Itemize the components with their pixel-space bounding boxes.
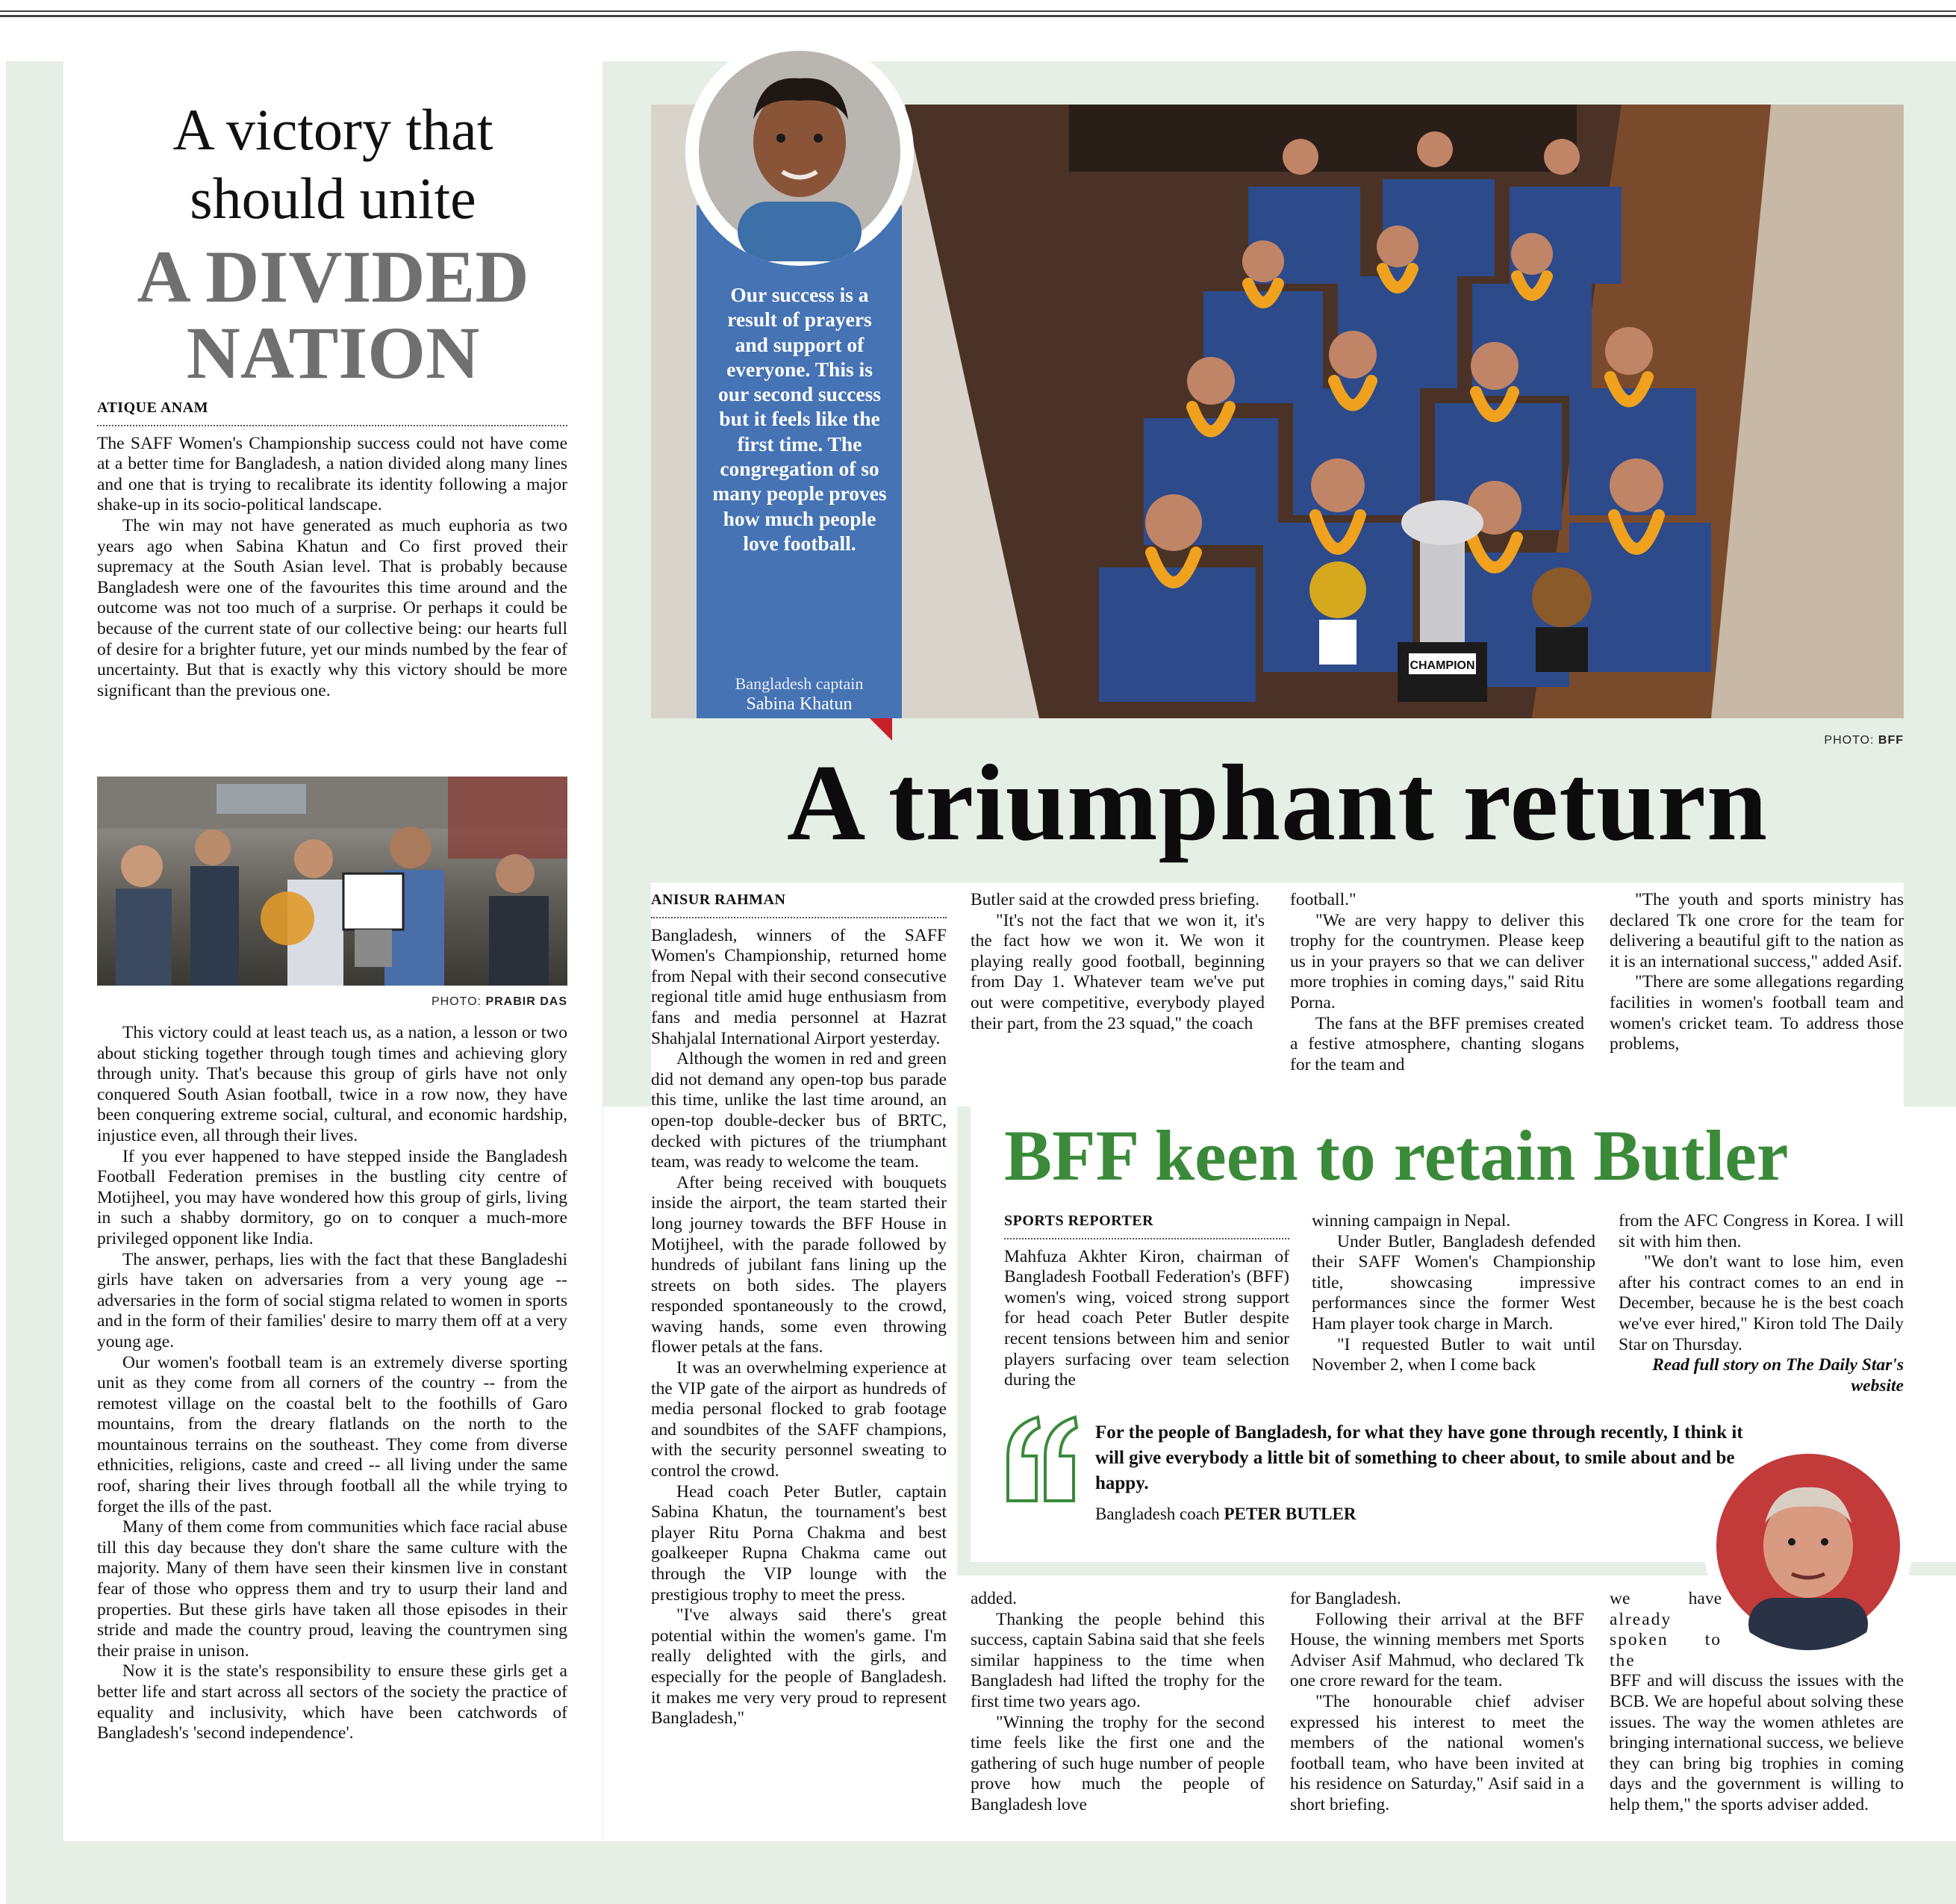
left-paragraph: Many of them come from communities which face racial abuse till this day because they don't share the same culture with the majority. Many of them have seen their kinsmen live in constant fear of those who oppress them and try to usurp their land and properties. But these girls have taken all those episodes in their stride and made the country proud, leaving the countrymen sing their praise in unison. bbox=[97, 1517, 567, 1661]
main-paragraph: Following their arrival at the BFF House, the winning members met Sports Adviser Asif Mahmud, who declared Tk one crore reward for the team. bbox=[1290, 1609, 1584, 1691]
pull-quote-attribution: Bangladesh coach PETER BUTLER bbox=[1095, 1505, 1357, 1523]
left-paragraph: The answer, perhaps, lies with the fact that these Bangladeshi girls have taken on adversaries from a very young age -- adversaries in the form of social stigma related to women in sports and in the form of their families' desire to marry them off at a very young age. bbox=[97, 1249, 567, 1351]
main-byline: ANISUR RAHMAN bbox=[651, 890, 947, 918]
left-byline: ATIQUE ANAM bbox=[97, 398, 567, 426]
main-article-col1 bbox=[651, 890, 947, 1729]
trophy-plate-text: CHAMPION bbox=[1410, 659, 1475, 672]
sub-paragraph: winning campaign in Nepal. bbox=[1312, 1211, 1511, 1231]
sub-byline: SPORTS REPORTER bbox=[1004, 1211, 1289, 1239]
main-paragraph: It was an overwhelming experience at the VIP gate of the airport as hundreds of media personal flocked to grab footage and soundbites of the SAFF champions, with the security personnel sweating to control the crowd. bbox=[651, 1358, 947, 1481]
main-paragraph: Thanking the people behind this success, captain Sabina said that she feels similar happiness to the time when Bangladesh had lifted the trophy for the first time two years ago. bbox=[971, 1609, 1265, 1711]
main-paragraph: "Winning the trophy for the second time feels like the first one and the gathering of such huge number of people prove how much the people of Bangladesh love bbox=[971, 1712, 1265, 1814]
main-article-col4-bottom bbox=[1610, 1589, 1904, 1816]
main-paragraph: football." bbox=[1290, 890, 1357, 909]
main-paragraph: Head coach Peter Butler, captain Sabina Khatun, the tournament's best player Ritu Porna Chakma and best goalkeeper Rupna Chakma came out through the VIP lounge with the prestigious trophy to meet the press. bbox=[651, 1481, 947, 1605]
sub-article-col3 bbox=[1619, 1211, 1904, 1396]
main-paragraph: BFF and will discuss the issues with the BCB. We are hopeful about solving these issues. The way the women athletes are bringing international success, we believe they can bring big trophies in coming days and the government is willing to help them," the sports adviser added. bbox=[1610, 1671, 1904, 1814]
left-headline-line1: A victory that bbox=[172, 97, 493, 162]
captain-portrait bbox=[685, 37, 914, 266]
main-paragraph: Although the women in red and green did not demand any open-top bus parade this time, unlike the last time around, an open-top double-decker bus of BRTC, decked with pictures of the triumphant team, was ready to welcome the team. bbox=[651, 1049, 947, 1172]
sub-paragraph: Mahfuza Akhter Kiron, chairman of Bangladesh Football Federation's (BFF) women's wing, voiced strong support for head coach Peter Butler despite recent tensions between him and senior players surfacing over team selection during the bbox=[1004, 1246, 1289, 1390]
pull-quote-text: For the people of Bangladesh, for what they have gone through recently, I think it will give everybody a little bit of something to cheer about, to smile about and be happy. bbox=[1095, 1422, 1743, 1493]
top-rule-thin bbox=[0, 10, 1956, 12]
left-photo-scene bbox=[97, 777, 567, 986]
left-article-bottom bbox=[97, 1023, 567, 1744]
captain-portrait-art bbox=[685, 37, 914, 266]
main-paragraph: "The youth and sports ministry has declared Tk one crore for the team for delivering a beautiful gift to the nation as it is an international success," added Asif. bbox=[1610, 890, 1904, 971]
main-article-col3-top bbox=[1290, 890, 1584, 1107]
sub-article-col2 bbox=[1312, 1211, 1595, 1376]
main-paragraph: "It's not the fact that we won it, it's the fact how we won it. We won it playing really good football, beginning from Day 1. Whatever team we've put out were competitive, everybody played their part, from the 23 squad," the coach bbox=[971, 910, 1265, 1033]
captain-quote-role: Bangladesh captain bbox=[735, 674, 864, 693]
main-photo-credit: PHOTO: BFF bbox=[1824, 734, 1904, 747]
main-paragraph: "The honourable chief adviser expressed his interest to meet the members of the national women's football team, who have been invited at his residence on Saturday," Asif said in a short briefing. bbox=[1290, 1691, 1584, 1814]
left-paragraph: Our women's football team is an extremely diverse sporting unit as they come from all corners of the country -- from the remotest village on the coastal belt to the foothills of Garo mountains, from the dreary flatlands on the north to the mountainous terrains on the southeast. They come from diverse ethnicities, religions, caste and creed -- all living under the same roof, sharing their lives through football all the while trying to forget the ills of the past. bbox=[97, 1352, 567, 1516]
left-photo-credit: PHOTO: PRABIR DAS bbox=[431, 995, 567, 1008]
left-headline-line2: should unite bbox=[190, 166, 476, 231]
sub-paragraph: from the AFC Congress in Korea. I will sit with him then. bbox=[1619, 1211, 1904, 1251]
left-headline-line4: NATION bbox=[186, 311, 480, 394]
red-accent-triangle bbox=[870, 718, 892, 741]
main-paragraph: we have bbox=[1610, 1589, 1722, 1608]
quote-mark-svg bbox=[1000, 1411, 1083, 1508]
captain-quote-text: Our success is a result of prayers and support of everyone. This is our second success but it feels like the first time. The congregation of so many people proves how much people love football. bbox=[712, 283, 887, 555]
left-paragraph: This victory could at least teach us, as a nation, a lesson or two about sticking together through tough times and achieving glory through unity. That's because this group of girls have not only conquered South Asian football, twice in a row now, they have been conquering extreme social, cultural, and economic hardship, injustice even, all through their lives. bbox=[97, 1023, 567, 1145]
main-paragraph: Bangladesh, winners of the SAFF Women's Championship, returned home from Nepal with their second consecutive regional title amid huge enthusiasm from fans and media personnel at Hazrat Shahjalal International Airport yesterday. bbox=[651, 925, 947, 1048]
left-photo-airport bbox=[97, 777, 567, 986]
quote-mark-icon bbox=[1000, 1411, 1083, 1508]
left-paragraph: The SAFF Women's Championship success could not have come at a better time for Bangladesh, a nation divided along many lines and one that is trying to recalibrate its identity following a major shake-up in its socio-political landscape. bbox=[97, 433, 567, 515]
main-headline: A triumphant return bbox=[786, 742, 1769, 863]
sub-paragraph: "We don't want to lose him, even after his contract comes to an end in December, because he is the best coach we've ever hired," Kiron told The Daily Star on Thursday. bbox=[1619, 1252, 1904, 1354]
main-paragraph: The fans at the BFF premises created a festive atmosphere, chanting slogans for the team and bbox=[1290, 1013, 1584, 1074]
left-article-top bbox=[97, 398, 567, 701]
sub-article-col1 bbox=[1004, 1211, 1289, 1391]
main-article-col2-bottom bbox=[971, 1589, 1265, 1816]
main-paragraph: "I've always said there's great potential within the women's game. I'm really delighted with the girls, and especially for the people of Bangladesh. it makes me very very proud to represent Bangladesh," bbox=[651, 1605, 947, 1729]
main-paragraph: already spoken to the bbox=[1610, 1609, 1722, 1670]
captain-quote-name: Sabina Khatun bbox=[746, 694, 853, 714]
main-paragraph: for Bangladesh. bbox=[1290, 1589, 1401, 1608]
read-more-link[interactable]: Read full story on The Daily Star's website bbox=[1652, 1355, 1904, 1396]
top-rule-thick bbox=[0, 15, 1956, 17]
main-article-col4-top bbox=[1610, 890, 1904, 1107]
main-paragraph: added. bbox=[971, 1589, 1017, 1608]
sub-paragraph: "I requested Butler to wait until November 2, when I come back bbox=[1312, 1334, 1595, 1375]
sub-headline: BFF keen to retain Butler bbox=[1004, 1116, 1789, 1195]
left-paragraph: Now it is the state's responsibility to ensure these girls get a better life and start across all sectors of the society the practice of equality and inclusivity, which have been catchwords of Bangladesh's 'second independence'. bbox=[97, 1661, 567, 1743]
left-paragraph: The win may not have generated as much euphoria as two years ago when Sabina Khatun and Co first proved their supremacy at the South Asian level. That is probably because Bangladesh were one of the favourites this time around and the outcome was not too much of a surprise. Or perhaps it could be because of the current state of our collective being: our hearts full of desire for a brighter future, yet our minds numbed by the fear of uncertainty. But that is exactly why this victory should be more significant than the previous one. bbox=[97, 515, 567, 700]
main-paragraph: Butler said at the crowded press briefing. bbox=[971, 890, 1259, 909]
main-article-col3-bottom bbox=[1290, 1589, 1584, 1816]
bottom-green-strip bbox=[6, 1841, 1956, 1904]
main-paragraph: "We are very happy to deliver this trophy for the countrymen. Please keep us in your prayers so that we can deliver more trophies in coming days," said Ritu Porna. bbox=[1290, 910, 1584, 1012]
main-article-col2-top bbox=[971, 890, 1265, 1107]
left-headline-line3: A DIVIDED bbox=[137, 235, 529, 318]
left-paragraph: If you ever happened to have stepped inside the Bangladesh Football Federation premises in the bustling city centre of Motijheel, you may have wondered how this group of girls, living in such a shabby dormitory, go on to conquer a much-more privileged opponent like India. bbox=[97, 1146, 567, 1248]
sub-paragraph: Under Butler, Bangladesh defended their SAFF Women's Championship title, showcasing impressive performances since the former West Ham player took charge in March. bbox=[1312, 1231, 1595, 1334]
main-paragraph: After being received with bouquets inside the airport, the team started their long journey towards the BFF House in Motijheel, with the parade followed by hundreds of jubilant fans lining up the streets on both sides. The players responded spontaneously to the crowd, waving hands, some even throwing flower petals at the fans. bbox=[651, 1172, 947, 1357]
left-headline bbox=[63, 96, 602, 394]
main-paragraph: "There are some allegations regarding facilities in women's football team and women's cricket team. To address those problems, bbox=[1610, 972, 1904, 1054]
